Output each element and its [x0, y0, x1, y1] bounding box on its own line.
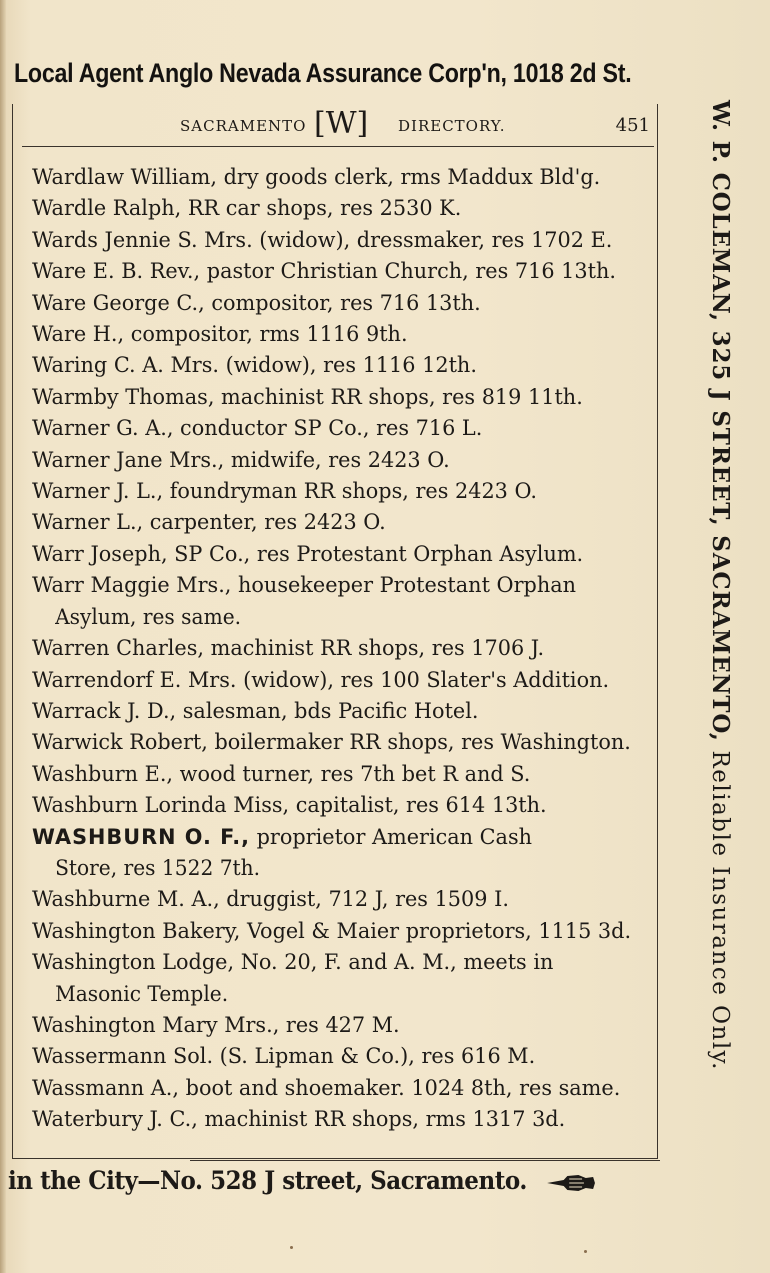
entry-line: [32, 413, 636, 444]
directory-entry: [32, 413, 642, 444]
entry-text: Waring C. A. Mrs. (widow), res 1116 12th.: [32, 353, 477, 378]
entry-text: Wardle Ralph, RR car shops, res 2530 K.: [32, 196, 462, 221]
entry-text: Wassermann Sol. (S. Lipman & Co.), res 616 M.: [32, 1044, 536, 1069]
entry-text: Washington Bakery, Vogel & Maier proprietors, 1115 3d.: [32, 918, 632, 943]
directory-entry: [32, 633, 642, 664]
entry-line: [32, 507, 636, 538]
entry-line: [32, 759, 636, 790]
directory-entry: [32, 947, 642, 1010]
entry-text: Warner G. A., conductor SP Co., res 716 L.: [32, 416, 483, 441]
entry-line: [32, 947, 636, 978]
entry-line: [32, 382, 636, 413]
directory-entry: [32, 916, 642, 947]
entry-text: Warner J. L., foundryman RR shops, res 2423 O.: [32, 479, 537, 504]
entry-line: [32, 319, 636, 350]
entry-text: Warwick Robert, boilermaker RR shops, res Washington.: [32, 730, 631, 755]
entry-text: Warr Maggie Mrs., housekeeper Protestant Orphan: [32, 573, 577, 598]
side-ad-name: W. P. COLEMAN, 325 J STREET, SACRAMENTO,: [707, 100, 734, 742]
entry-text: Wards Jennie S. Mrs. (widow), dressmaker, res 1702 E.: [32, 227, 613, 252]
directory-entry: [32, 1073, 642, 1104]
entry-line: [32, 193, 636, 224]
entry-text: Washburn Lorinda Miss, capitalist, res 614 13th.: [32, 793, 547, 818]
entry-line: [32, 916, 636, 947]
entry-line: [32, 1073, 636, 1104]
entry-line: [32, 539, 636, 570]
page-binding-edge: [0, 0, 6, 1273]
paper-speck: [290, 1246, 293, 1249]
side-advertisement: [700, 100, 740, 1150]
directory-entry: [32, 350, 642, 381]
entry-line: [32, 476, 636, 507]
entry-text: Ware E. B. Rev., pastor Christian Church, res 716 13th.: [32, 259, 616, 284]
directory-entry: [32, 1010, 642, 1041]
entry-continuation: Store, res 1522 7th.: [55, 855, 261, 880]
directory-entry: [32, 445, 642, 476]
directory-entry: [32, 759, 642, 790]
entry-text: proprietor American Cash: [256, 824, 533, 849]
entry-line: [32, 633, 636, 664]
top-advertisement: Local Agent Anglo Nevada Assurance Corp'n, 1018 2d St.: [14, 58, 632, 88]
entry-text: Warren Charles, machinist RR shops, res 1706 J.: [32, 636, 545, 661]
entry-line: [32, 256, 636, 287]
entry-text: Warrendorf E. Mrs. (widow), res 100 Slater's Addition.: [32, 667, 610, 692]
entry-line: [32, 1041, 636, 1072]
directory-entry: [32, 570, 642, 633]
entry-text: Ware H., compositor, rms 1116 9th.: [32, 322, 408, 347]
entry-line: [32, 822, 636, 853]
directory-entry: [32, 696, 642, 727]
entry-text: Washburn E., wood turner, res 7th bet R and S.: [32, 761, 531, 786]
entry-text: Washington Mary Mrs., res 427 M.: [32, 1012, 400, 1037]
entry-continuation: Masonic Temple.: [55, 981, 229, 1006]
directory-entry: [32, 1041, 642, 1072]
directory-entry: [32, 225, 642, 256]
entry-text: Warr Joseph, SP Co., res Protestant Orphan Asylum.: [32, 541, 584, 566]
entry-line: [32, 665, 636, 696]
bottom-ad-text: in the City—No. 528 J street, Sacramento.: [8, 1166, 527, 1195]
entry-line: [32, 790, 636, 821]
entry-continuation: Asylum, res same.: [55, 604, 242, 629]
directory-entry: [32, 256, 642, 287]
directory-entries: [32, 162, 642, 1136]
header-directory: DIRECTORY.: [398, 117, 506, 135]
directory-entry: [32, 288, 642, 319]
directory-entry: [32, 507, 642, 538]
header-city: SACRAMENTO: [180, 117, 307, 135]
directory-entry: [32, 193, 642, 224]
entry-text: Ware George C., compositor, res 716 13th.: [32, 290, 481, 315]
entry-text: Warrack J. D., salesman, bds Pacific Hotel.: [32, 698, 479, 723]
directory-entry: [32, 539, 642, 570]
directory-entry: [32, 822, 642, 885]
entry-line: [32, 727, 636, 758]
entry-line: [32, 570, 636, 601]
directory-entry: [32, 727, 642, 758]
directory-entry: [32, 162, 642, 193]
entry-line: [32, 162, 636, 193]
entry-text: Wardlaw William, dry goods clerk, rms Maddux Bld'g.: [32, 165, 601, 189]
entry-line: [32, 445, 636, 476]
entry-line: [32, 350, 636, 381]
running-header: [22, 108, 654, 147]
bottom-rule: [190, 1160, 660, 1161]
directory-entry: [32, 319, 642, 350]
entry-line: [32, 884, 636, 915]
entry-text: Waterbury J. C., machinist RR shops, rms 1317 3d.: [32, 1107, 566, 1132]
page-number: 451: [615, 115, 650, 136]
entry-name-bold: WASHBURN O. F.,: [32, 824, 250, 849]
directory-entry: [32, 476, 642, 507]
entry-line: [32, 1010, 636, 1041]
entry-text: Washington Lodge, No. 20, F. and A. M., meets in: [32, 950, 554, 975]
entry-text: Warmby Thomas, machinist RR shops, res 819 11th.: [32, 384, 583, 409]
pointing-hand-icon: [546, 1171, 598, 1195]
side-ad-slogan: Reliable Insurance Only.: [707, 750, 733, 1071]
entry-text: Warner Jane Mrs., midwife, res 2423 O.: [32, 447, 450, 472]
header-letter: [W]: [314, 106, 369, 141]
entry-text: Washburne M. A., druggist, 712 J, res 1509 I.: [32, 887, 509, 912]
directory-entry: [32, 665, 642, 696]
directory-entry: [32, 382, 642, 413]
entry-text: Wassmann A., boot and shoemaker. 1024 8th, res same.: [32, 1075, 621, 1100]
entry-line: [32, 1104, 636, 1135]
bottom-advertisement: [8, 1166, 615, 1195]
directory-entry: [32, 790, 642, 821]
directory-entry: [32, 1104, 642, 1135]
directory-entry: [32, 884, 642, 915]
entry-line: [32, 288, 636, 319]
paper-speck: [584, 1250, 587, 1253]
entry-line: [32, 696, 636, 727]
entry-line: [32, 225, 636, 256]
entry-text: Warner L., carpenter, res 2423 O.: [32, 510, 386, 535]
